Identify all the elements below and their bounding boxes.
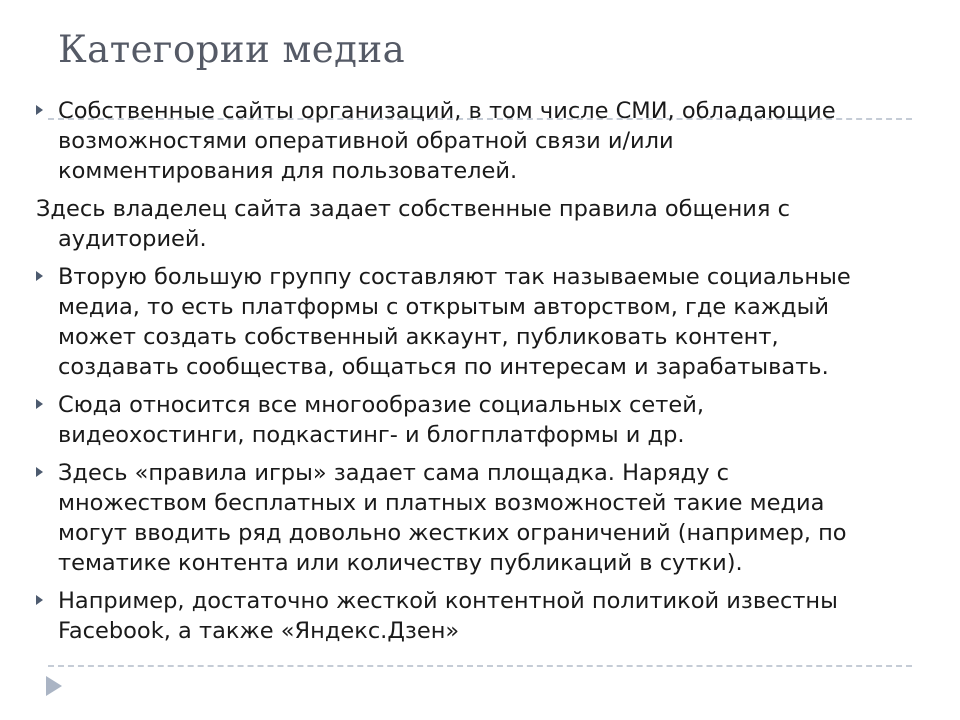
list-item-plain bbox=[36, 194, 936, 254]
list-item bbox=[36, 390, 936, 450]
slide-title: Категории медиа bbox=[58, 28, 406, 71]
item-line: может создать собственный аккаунт, публиковать контент, bbox=[58, 324, 779, 350]
item-line: Например, достаточно жесткой контентной политикой известны bbox=[58, 588, 838, 614]
item-line: медиа, то есть платформы с открытым авторством, где каждый bbox=[58, 294, 829, 320]
item-line: Здесь «правила игры» задает сама площадка. Наряду с bbox=[58, 460, 730, 486]
item-line: создавать сообщества, общаться по интересам и зарабатывать. bbox=[58, 354, 829, 380]
footer-divider bbox=[48, 665, 912, 667]
list-item bbox=[36, 262, 936, 382]
triangle-right-icon[interactable] bbox=[46, 676, 62, 696]
bullet-arrow-icon bbox=[36, 399, 43, 409]
bullet-arrow-icon bbox=[36, 595, 43, 605]
list-item bbox=[36, 96, 936, 186]
item-line: Здесь владелец сайта задает собственные правила общения с bbox=[36, 196, 790, 222]
item-line: Вторую большую группу составляют так называемые социальные bbox=[58, 264, 851, 290]
bullet-arrow-icon bbox=[36, 271, 43, 281]
bullet-arrow-icon bbox=[36, 467, 43, 477]
bullet-arrow-icon bbox=[36, 105, 43, 115]
list-item bbox=[36, 586, 936, 646]
item-line: видеохостинги, подкастинг- и блогплатформы и др. bbox=[58, 422, 685, 448]
item-line: Сюда относится все многообразие социальных сетей, bbox=[58, 392, 704, 418]
item-line: Собственные сайты организаций, в том числе СМИ, обладающие bbox=[58, 98, 836, 124]
item-line: Facebook, а также «Яндекс.Дзен» bbox=[58, 618, 460, 644]
slide-content bbox=[36, 96, 936, 654]
item-line: тематике контента или количеству публикаций в сутки). bbox=[58, 550, 743, 576]
item-line: могут вводить ряд довольно жестких ограничений (например, по bbox=[58, 520, 847, 546]
item-line: аудиторией. bbox=[58, 226, 207, 252]
list-item bbox=[36, 458, 936, 578]
item-line: возможностями оперативной обратной связи и/или bbox=[58, 128, 674, 154]
item-line: комментирования для пользователей. bbox=[58, 158, 518, 184]
item-line: множеством бесплатных и платных возможностей такие медиа bbox=[58, 490, 825, 516]
